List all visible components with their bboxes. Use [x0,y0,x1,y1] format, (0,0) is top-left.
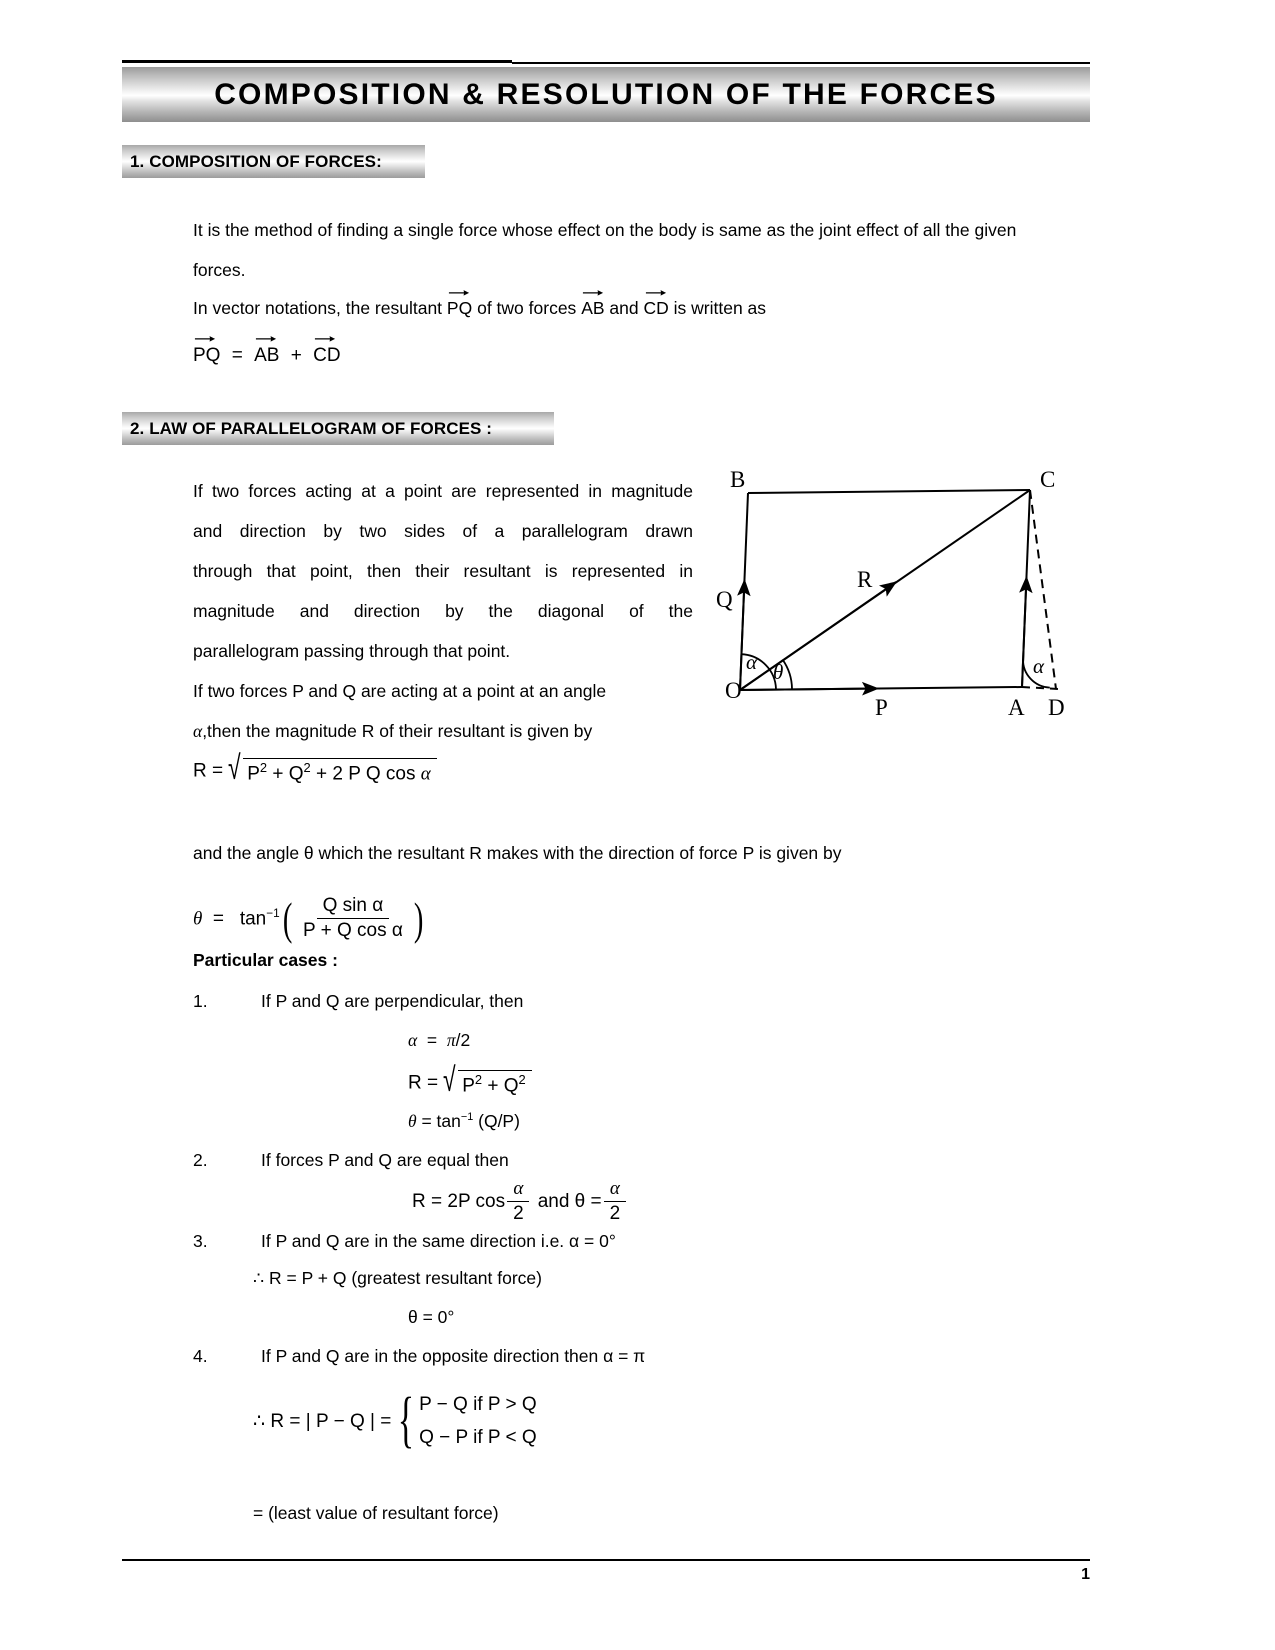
vector-ab-letters: AB [581,298,605,318]
case-2-eq-mid: and θ = [537,1190,602,1212]
radicand-part-alpha: α [420,763,431,785]
vector-arrow-icon [448,287,470,297]
formula-theta-lhs: $\theta = \tan^{-1}$ [193,907,280,930]
case-1-equation-theta: $\theta = \tan^{-1} (Q/P)$ [408,1110,520,1131]
diagram-arrow-P [740,689,878,691]
section-header-composition-of-forces [122,145,425,178]
parallelogram-of-forces-diagram [700,465,1100,725]
diagram-label-C: C [1040,467,1056,492]
formula-R-radicand [243,758,437,785]
equation-vector-cd [313,346,340,365]
theta-fraction [297,895,409,942]
vector-line-text-b: of two forces [477,298,577,318]
case-4-branch-1: P − Q if P > Q [419,1394,537,1415]
case-1-equation-R [408,1060,532,1099]
section2-paragraph-line-4: magnitude and direction by the diagonal of the [193,601,693,621]
equation-operator-equals: = [231,345,243,366]
case-3-text: If P and Q are in the same direction i.e. α = 0° [261,1231,616,1251]
equation-operator-plus: + [290,345,302,366]
diagram-label-R: R [857,567,873,592]
case-2-number: 2. [193,1150,208,1170]
diagram-label-theta-at-O: θ [773,660,784,684]
document-title-banner [122,67,1090,122]
section1-heading-text: 1. COMPOSITION OF FORCES: [130,151,382,171]
radicand-part-0: P [247,763,260,785]
case-1-R-lhs: R = [408,1072,439,1094]
radical-sign-icon: √ [443,1060,456,1099]
case-2-frac1-num: α [507,1178,529,1202]
case-2-frac2-den: 2 [609,1202,621,1224]
equation-vector-ab [254,346,279,365]
vector-arrow-icon [194,333,216,343]
vector-cd-inline [644,300,669,318]
diagram-label-alpha-at-A: α [1033,654,1045,678]
case-4-eq-lhs: ∴ R = | P − Q | = [253,1410,392,1432]
case-4-text: If P and Q are in the opposite direction then α = π [261,1346,646,1366]
case-4-number: 4. [193,1346,208,1366]
radicand-part-1: 2 [259,760,268,775]
case-4-cases-stack [419,1395,537,1447]
case-2-frac1-den: 2 [513,1202,524,1224]
case-1-equation-alpha: α = π/2 [408,1030,471,1050]
particular-cases-heading: Particular cases : [193,950,338,970]
case-2-fraction-1 [507,1178,530,1225]
sqrt-construct [228,748,436,787]
radicand-part-2: + Q [267,763,304,785]
vector-arrow-icon [582,287,604,297]
section1-equation [193,346,341,365]
case-2-eq-lhs: R = 2P cos [412,1190,506,1212]
vector-arrow-icon [314,333,336,343]
theta-fraction-denominator: P + Q cos α [303,919,403,941]
equation-ab-letters: AB [254,345,280,366]
diagram-label-O: O [725,678,742,703]
section1-vector-notation-line [193,300,766,318]
diagram-label-P: P [875,695,888,720]
diagram-arrow-Q [740,580,745,690]
alpha-symbol: α [193,721,203,741]
case-3-equation-2: θ = 0° [408,1307,455,1327]
vector-pq-inline [447,300,472,318]
case-2-text: If forces P and Q are equal then [261,1150,509,1170]
case-4-equation [253,1386,537,1455]
left-paren-glyph: ( [282,892,293,944]
theta-fraction-numerator: Q sin α [317,895,390,919]
radicand-part-3: 2 [303,760,311,775]
section2-paragraph-line-2: and direction by two sides of a parallelogram drawn [193,521,693,541]
right-paren-glyph: ) [413,892,424,944]
vector-line-text-c: and [609,298,639,318]
section1-paragraph-line1: It is the method of finding a single force whose effect on the body is same as the joint effect of all the given [193,220,1017,240]
vector-pq-letters: PQ [446,298,473,318]
document-title: COMPOSITION & RESOLUTION OF THE FORCES [214,77,998,111]
diagram-arc-theta-at-O [783,660,793,690]
left-brace-glyph: { [398,1386,415,1455]
section1-paragraph-line2: forces. [193,260,246,280]
section2-paragraph-line-3: through that point, then their resultant is represented in [193,561,693,581]
formula-theta-exponent: −1 [266,907,280,921]
page-number: 1 [1081,1566,1090,1583]
case-2-fraction-2 [604,1178,627,1225]
equation-pq-letters: PQ [193,345,221,366]
section2-angle-intro-line2-rest: ,then the magnitude R of their resultant is given by [202,721,593,741]
footer-rule [122,1559,1090,1561]
formula-resultant-magnitude [193,748,437,787]
header-rule-right [512,62,1090,64]
radical-sign-icon: √ [228,748,241,787]
section2-paragraph-line-1: If two forces acting at a point are represented in magnitude [193,481,693,501]
vector-line-text-a: In vector notations, the resultant [193,298,443,318]
diagram-dashed-AD [1022,687,1058,689]
vector-arrow-icon [645,287,667,297]
diagram-label-D: D [1048,695,1065,720]
header-rule-left [122,60,512,63]
diagram-label-B: B [730,467,746,492]
section2-paragraph-line-5: parallelogram passing through that point. [193,641,511,661]
case-3-number: 3. [193,1231,208,1251]
diagram-side-BC [748,490,1030,493]
diagram-arrow-R [740,582,896,690]
diagram-svg [700,465,1100,725]
case-2-frac2-num: α [604,1178,626,1202]
case-1-text: If P and Q are perpendicular, then [261,991,524,1011]
case-4-branch-2: Q − P if P < Q [419,1427,537,1448]
radicand-part-4: + 2 P Q cos [310,763,421,785]
vector-ab-inline [581,300,604,318]
case-3-equation-1: ∴ R = P + Q (greatest resultant force) [253,1268,542,1288]
formula-theta [193,892,426,944]
section2-angle-intro-line2 [193,723,592,741]
case-4-tail: = (least value of resultant force) [253,1503,499,1523]
sqrt-construct-case1 [443,1060,531,1099]
equation-vector-pq [193,346,220,365]
formula-R-lhs: R = [193,760,224,782]
vector-arrow-icon [255,333,277,343]
section2-theta-intro: and the angle θ which the resultant R makes with the direction of force P is given by [193,843,842,863]
section2-angle-intro-line1: If two forces P and Q are acting at a point at an angle [193,681,607,701]
case-2-equation [412,1178,628,1225]
diagram-label-alpha-at-O: α [746,650,758,674]
section2-heading-text: 2. LAW OF PARALLELOGRAM OF FORCES : [130,418,493,438]
section-header-law-of-parallelogram [122,412,554,445]
diagram-label-Q: Q [716,587,733,612]
case-1-number: 1. [193,991,208,1011]
vector-line-text-d: is written as [673,298,767,318]
diagram-label-A: A [1008,695,1025,720]
vector-cd-letters: CD [643,298,669,318]
case-1-radicand: $P^2 + Q^2$ [458,1070,532,1097]
equation-cd-letters: CD [313,345,341,366]
